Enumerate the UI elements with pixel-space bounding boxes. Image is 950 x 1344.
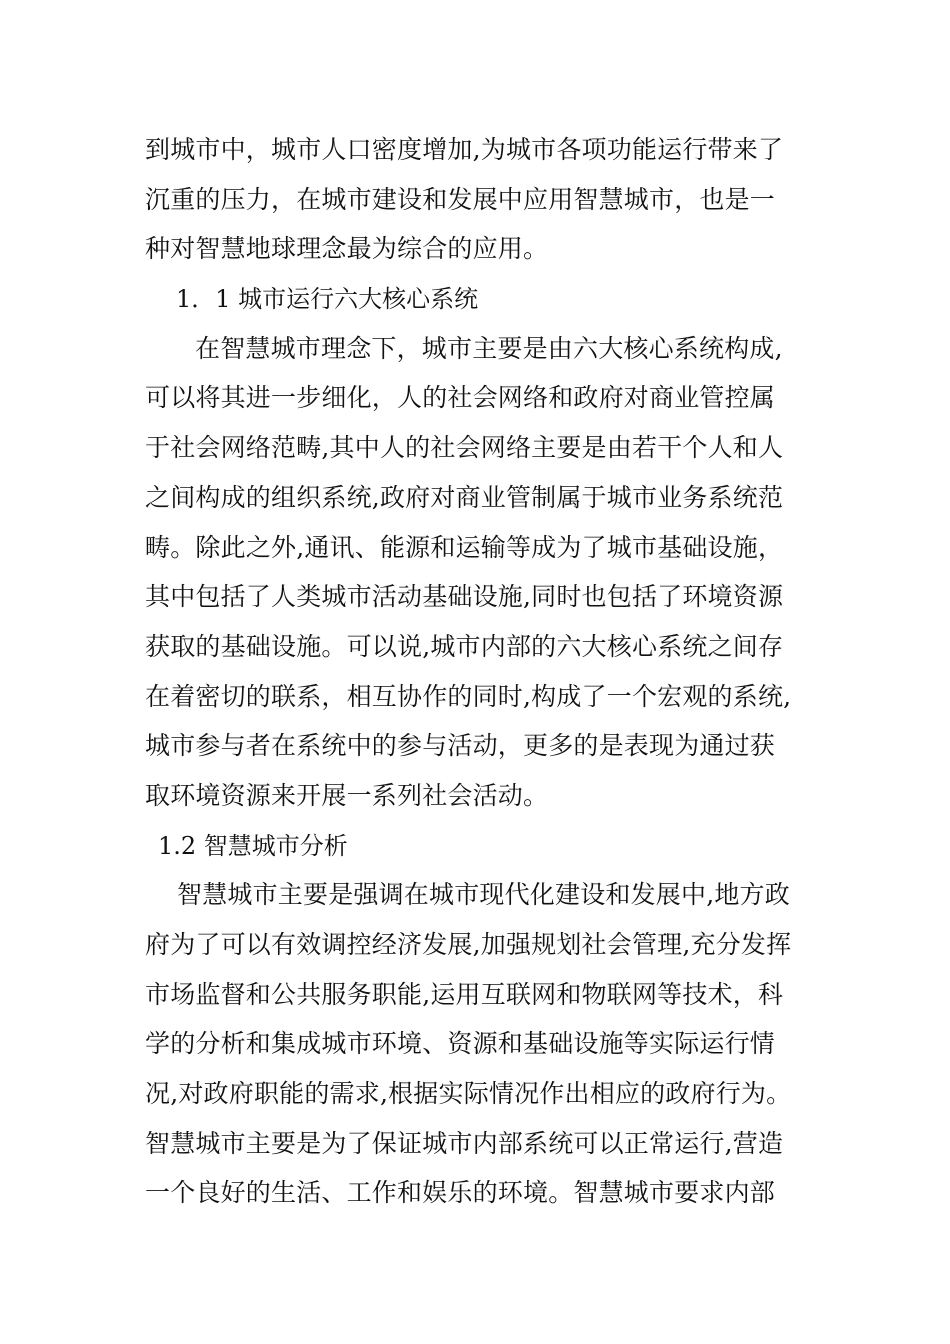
paragraph-line: 在智慧城市理念下，城市主要是由六大核心系统构成,: [195, 334, 783, 363]
paragraph-line: 到城市中，城市人口密度增加,为城市各项功能运行带来了: [145, 135, 784, 164]
paragraph-line: 之间构成的组织系统,政府对商业管制属于城市业务系统范: [145, 483, 784, 512]
paragraph-line: 况,对政府职能的需求,根据实际情况作出相应的政府行为。: [145, 1079, 792, 1108]
section-heading-1-2: 1.2 智慧城市分析: [158, 832, 348, 860]
paragraph-line: 智慧城市主要是强调在城市现代化建设和发展中,地方政: [177, 880, 790, 909]
paragraph-line: 城市参与者在系统中的参与活动，更多的是表现为通过获: [145, 731, 776, 760]
paragraph-line: 沉重的压力，在城市建设和发展中应用智慧城市，也是一: [145, 185, 776, 214]
paragraph-line: 种对智慧地球理念最为综合的应用。: [145, 234, 549, 263]
paragraph-line: 获取的基础设施。可以说,城市内部的六大核心系统之间存: [145, 632, 784, 661]
paragraph-line: 在着密切的联系，相互协作的同时,构成了一个宏观的系统,: [145, 682, 792, 711]
paragraph-line: 其中包括了人类城市活动基础设施,同时也包括了环境资源: [145, 582, 784, 611]
paragraph-line: 畴。除此之外,通讯、能源和运输等成为了城市基础设施，: [145, 533, 784, 562]
paragraph-line: 取环境资源来开展一系列社会活动。: [145, 781, 549, 810]
paragraph-line: 市场监督和公共服务职能,运用互联网和物联网等技术，科: [145, 980, 784, 1009]
paragraph-line: 府为了可以有效调控经济发展,加强规划社会管理,充分发挥: [145, 930, 792, 959]
section-heading-1-1: 1．1 城市运行六大核心系统: [176, 285, 479, 313]
paragraph-line: 于社会网络范畴,其中人的社会网络主要是由若干个人和人: [145, 433, 784, 462]
paragraph-line: 学的分析和集成城市环境、资源和基础设施等实际运行情: [145, 1029, 776, 1058]
paragraph-line: 一个良好的生活、工作和娱乐的环境。智慧城市要求内部: [145, 1178, 776, 1207]
paragraph-line: 可以将其进一步细化，人的社会网络和政府对商业管控属: [145, 383, 776, 412]
paragraph-line: 智慧城市主要是为了保证城市内部系统可以正常运行,营造: [145, 1129, 784, 1158]
